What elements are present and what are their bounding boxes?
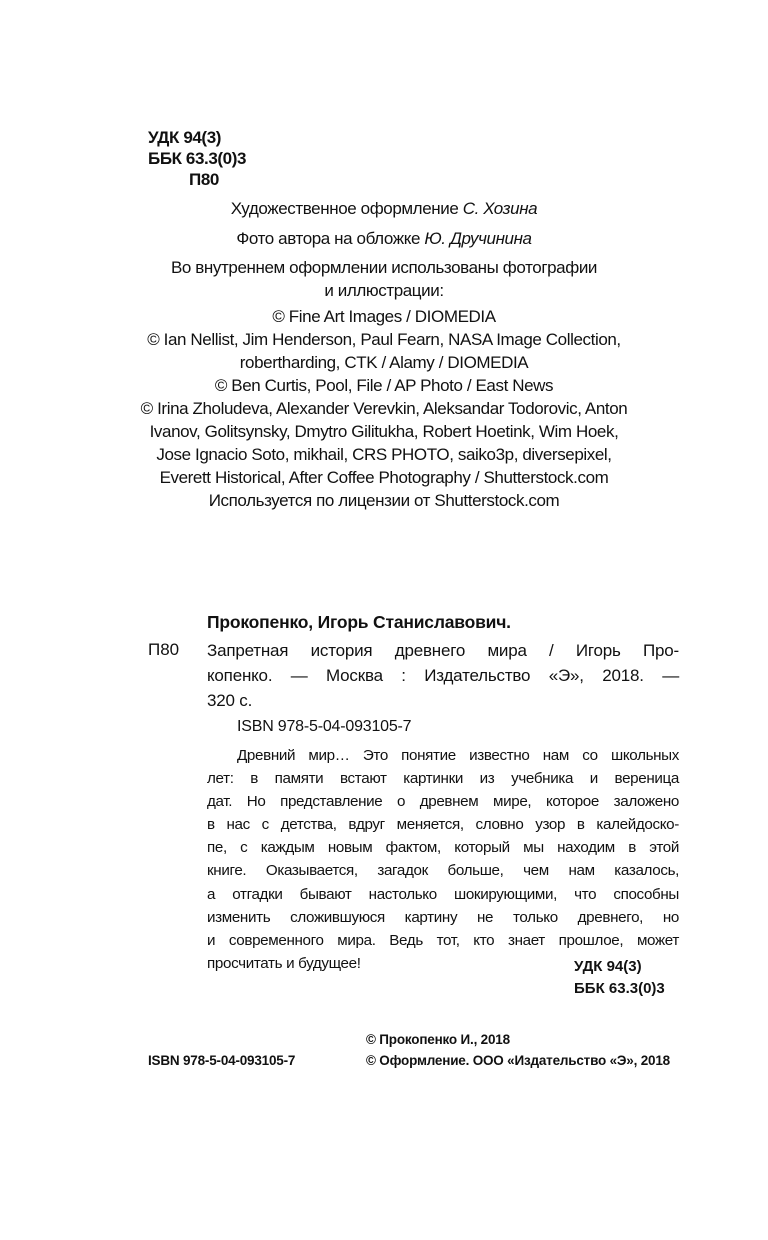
catalog-mark: П80 xyxy=(148,640,180,659)
photo-credit-line: Jose Ignacio Soto, mikhail, CRS PHOTO, saiko3p, diversepixel, xyxy=(156,445,612,464)
illustrations-intro-line: и иллюстрации: xyxy=(324,281,444,300)
photo-credit-line: © Ben Curtis, Pool, File / AP Photo / East News xyxy=(214,376,554,395)
description-line: пе, с каждым новым фактом, который мы находим в этой xyxy=(207,839,679,857)
bibliographic-line: Запретная история древнего мира / Игорь Про- xyxy=(207,641,679,660)
description-line: лет: в памяти встают картинки из учебника и вереница xyxy=(207,770,679,788)
description-line: Древний мир… Это понятие известно нам со школьных xyxy=(237,747,679,764)
photo-credit-line: © Ian Nellist, Jim Henderson, Paul Fearn, NASA Image Collection, xyxy=(147,330,621,349)
photo-credit-line: robertharding, CTK / Alamy / DIOMEDIA xyxy=(239,353,529,372)
copyright-author: © Прокопенко И., 2018 xyxy=(366,1032,510,1047)
design-credit-prefix: Художественное оформление xyxy=(230,199,463,218)
photo-credit-line: Используется по лицензии от Shutterstock.com xyxy=(208,491,560,510)
catalog-bbk: ББК 63.3(0)3 xyxy=(574,980,665,997)
bbk-top: ББК 63.3(0)3 xyxy=(148,149,247,168)
catalog-isbn: ISBN 978-5-04-093105-7 xyxy=(237,718,412,735)
description-line: а отгадки бывают настолько шокирующими, что способны xyxy=(207,885,679,903)
bibliographic-line: копенко. — Москва : Издательство «Э», 2018. — xyxy=(207,666,679,685)
description-line: просчитать и будущее! xyxy=(207,954,361,972)
catalog-description xyxy=(207,744,679,975)
bibliographic-line: 320 с. xyxy=(207,691,253,710)
copyright-design: © Оформление. ООО «Издательство «Э», 2018 xyxy=(366,1053,670,1068)
photo-credit-line: © Irina Zholudeva, Alexander Verevkin, Aleksandar Todorovic, Anton xyxy=(140,399,628,418)
description-line: в нас с детства, вдруг меняется, словно узор в калейдоско- xyxy=(207,816,679,834)
description-line: изменить сложившуюся картину не только древнего, но xyxy=(207,908,679,926)
photo-credit-line: Everett Historical, After Coffee Photography / Shutterstock.com xyxy=(159,468,609,487)
description-line: книге. Оказывается, загадок больше, чем нам казалось, xyxy=(207,862,679,880)
photo-credit-line: © Fine Art Images / DIOMEDIA xyxy=(272,307,496,326)
cover-photo-credit-prefix: Фото автора на обложке xyxy=(236,229,425,248)
catalog-author-heading: Прокопенко, Игорь Станиславович. xyxy=(207,612,511,632)
cover-photo-credit xyxy=(0,229,768,249)
description-line: дат. Но представление о древнем мире, которое заложено xyxy=(207,793,679,811)
photo-credit-line: Ivanov, Golitsynsky, Dmytro Gilitukha, Robert Hoetink, Wim Hoek, xyxy=(149,422,619,441)
catalog-udk: УДК 94(3) xyxy=(574,958,642,975)
udk-top: УДК 94(3) xyxy=(148,128,222,147)
catalog-bibliographic-entry xyxy=(207,638,679,713)
cover-photo-credit-name: Ю. Дручинина xyxy=(424,229,532,248)
design-credit xyxy=(0,199,768,219)
illustrations-intro-line: Во внутреннем оформлении использованы фотографии xyxy=(170,258,598,277)
description-line: и современного мира. Ведь тот, кто знает прошлое, может xyxy=(207,931,679,949)
footer-isbn: ISBN 978-5-04-093105-7 xyxy=(148,1053,296,1068)
author-mark-top: П80 xyxy=(189,170,219,189)
design-credit-name: С. Хозина xyxy=(462,199,538,218)
